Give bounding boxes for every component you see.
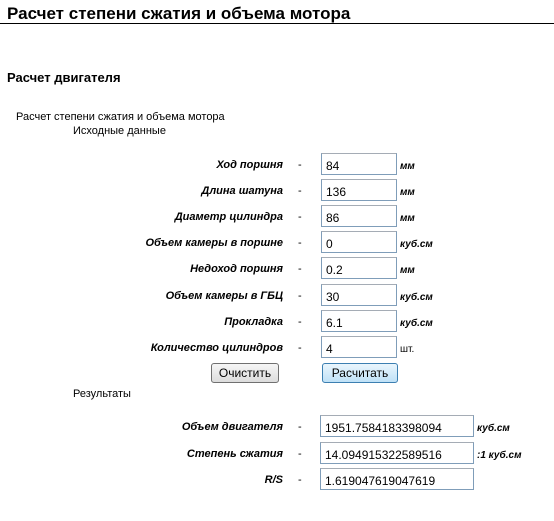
section-heading: Расчет двигателя [7,70,121,85]
separator-dash: - [298,290,302,302]
separator-dash: - [298,185,302,197]
deck-clearance-input[interactable] [321,257,397,279]
stroke-unit: мм [400,161,415,172]
rod-length-input[interactable] [321,179,397,201]
separator-dash: - [298,263,302,275]
title-divider [0,23,554,24]
separator-dash: - [298,474,302,486]
bore-unit: мм [400,213,415,224]
separator-dash: - [298,421,302,433]
stroke-input[interactable] [321,153,397,175]
compression-ratio-unit: :1 куб.см [477,450,522,461]
stroke-label: Ход поршня [216,159,283,171]
rod-stroke-ratio-label: R/S [264,474,283,486]
form-caption: Расчет степени сжатия и объема мотора [16,111,225,123]
page-title: Расчет степени сжатия и объема мотора [7,4,351,23]
input-row-head-chamber [0,284,554,308]
gasket-input[interactable] [321,310,397,332]
rod-length-label: Длина шатуна [201,185,283,197]
deck-clearance-unit: мм [400,265,415,276]
input-row-cylinders [0,336,554,360]
compression-ratio-output[interactable] [320,442,474,464]
separator-dash: - [298,159,302,171]
results-heading: Результаты [73,388,131,400]
piston-chamber-label: Объем камеры в поршне [145,237,283,249]
deck-clearance-label: Недоход поршня [190,263,283,275]
compression-ratio-label: Степень сжатия [186,448,283,460]
rod-length-unit: мм [400,187,415,198]
cylinders-unit: шт. [400,344,415,355]
cylinders-label: Количество цилиндров [150,342,283,354]
separator-dash: - [298,316,302,328]
input-row-gasket [0,310,554,334]
bore-input[interactable] [321,205,397,227]
separator-dash: - [298,237,302,249]
separator-dash: - [298,342,302,354]
inputs-heading: Исходные данные [73,125,166,137]
bore-label: Диаметр цилиндра [174,211,283,223]
rod-stroke-ratio-output[interactable] [320,468,474,490]
piston-chamber-input[interactable] [321,231,397,253]
calculate-button[interactable]: Расчитать [322,363,398,383]
displacement-label: Объем двигателя [181,421,283,433]
gasket-label: Прокладка [224,316,283,328]
result-row-displacement [0,415,554,439]
separator-dash: - [298,211,302,223]
displacement-unit: куб.см [477,423,510,434]
clear-button[interactable]: Очистить [211,363,279,383]
result-row-compression [0,442,554,466]
displacement-output[interactable] [320,415,474,437]
head-chamber-label: Объем камеры в ГБЦ [165,290,283,302]
head-chamber-unit: куб.см [400,292,433,303]
separator-dash: - [298,448,302,460]
input-row-piston-chamber [0,231,554,255]
cylinders-input[interactable] [321,336,397,358]
input-row-rod-length [0,179,554,203]
result-row-rod-stroke [0,468,554,492]
input-row-bore [0,205,554,229]
gasket-unit: куб.см [400,318,433,329]
input-row-stroke [0,153,554,177]
piston-chamber-unit: куб.см [400,239,433,250]
head-chamber-input[interactable] [321,284,397,306]
input-row-deck-clearance [0,257,554,281]
